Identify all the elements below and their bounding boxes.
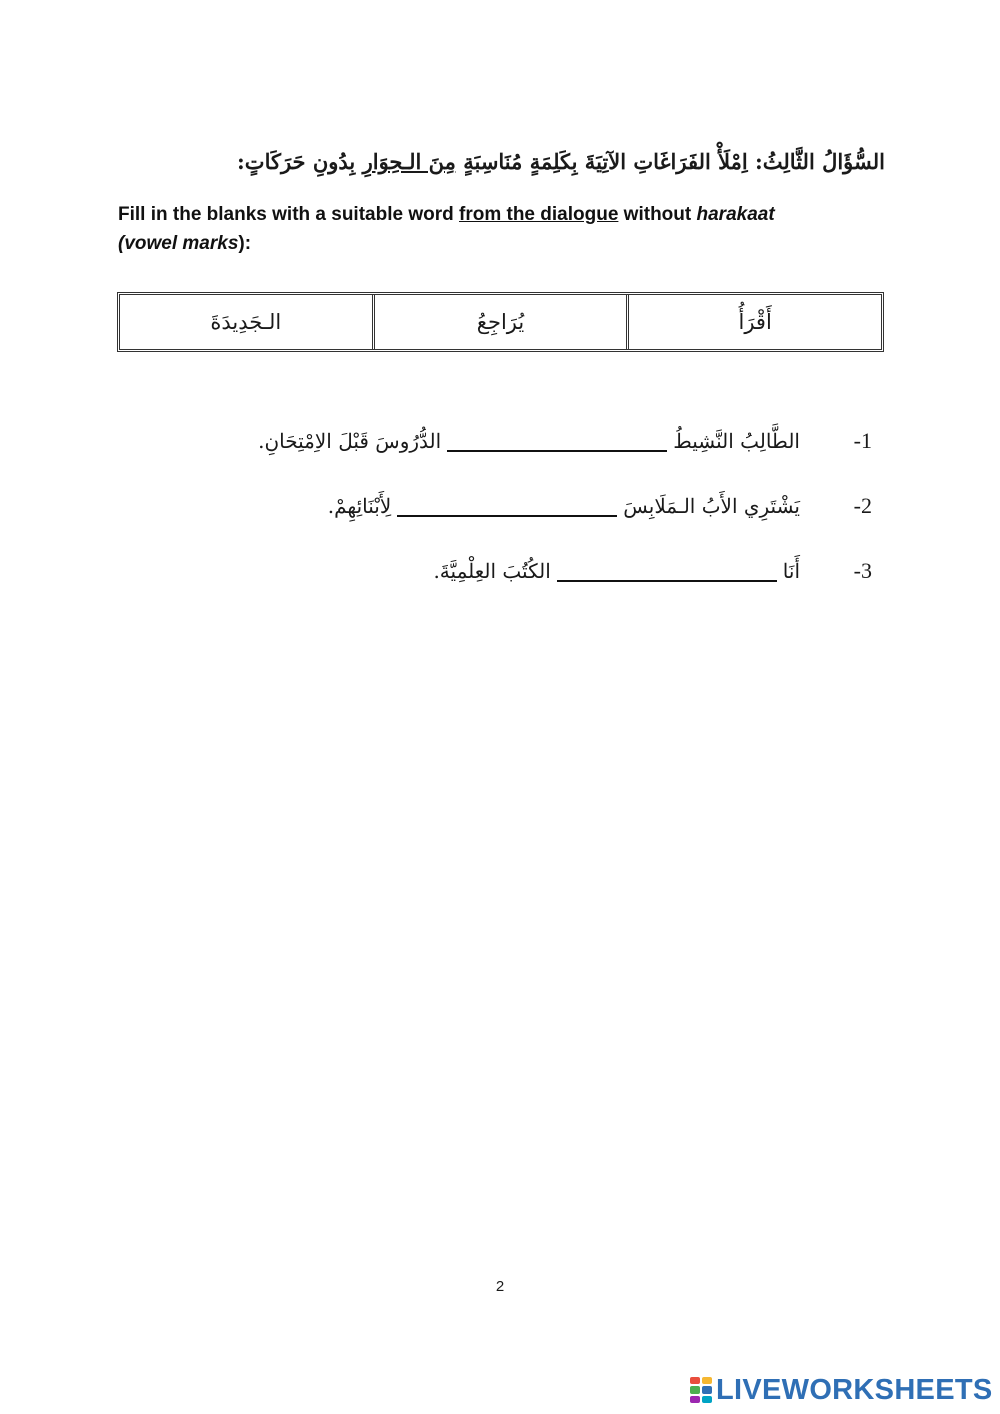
page-number: 2: [495, 1278, 505, 1295]
liveworksheets-brand: [690, 1374, 993, 1406]
question-number: -3: [853, 557, 872, 583]
answer-blank[interactable]: [557, 560, 777, 582]
sentence-before: يَشْتَرِي الأَبُ الـمَلَابِسَ: [623, 493, 800, 518]
instruction-italic: (vowel marks: [118, 233, 239, 254]
logo-block: [690, 1377, 700, 1384]
sentence-after: الكُتُبَ العِلْمِيَّةَ.: [433, 558, 551, 583]
logo-block: [690, 1386, 700, 1393]
sentence-after: لِأَبْنَائِهِمْ.: [327, 493, 392, 518]
logo-block: [690, 1396, 700, 1403]
logo-block: [702, 1386, 712, 1393]
heading-text-start: السُّؤَالُ الثَّالِثُ: اِمْلَأْ الفَرَاغَاتِ الآتِيَةَ بِكَلِمَةٍ مُنَاسِبَةٍ: [455, 149, 885, 174]
word-bank-cell: أَقْرَأُ: [626, 295, 881, 349]
question-number: -2: [853, 492, 872, 518]
instruction-underlined: from the dialogue: [459, 204, 619, 225]
heading-text-end: بِدُونِ حَرَكَاتٍ:: [237, 149, 363, 174]
instruction-text: ):: [238, 233, 252, 254]
liveworksheets-logo-icon: [690, 1377, 712, 1403]
word-bank-table: [117, 292, 884, 352]
english-instruction: [118, 200, 858, 258]
sentence-before: أَنَا: [782, 558, 800, 583]
sentence-before: الطَّالِبُ النَّشِيطُ: [673, 428, 800, 453]
instruction-text: without: [618, 204, 697, 225]
logo-block: [702, 1377, 712, 1384]
question-item: [172, 473, 872, 538]
brand-name: LIVEWORKSHEETS: [716, 1373, 993, 1406]
answer-blank[interactable]: [447, 430, 667, 452]
question-number: -1: [853, 427, 872, 453]
arabic-question-heading: [115, 140, 885, 184]
logo-block: [702, 1396, 712, 1403]
question-list: [172, 408, 872, 603]
question-item: [172, 408, 872, 473]
instruction-text: Fill in the blanks with a suitable word: [118, 204, 459, 225]
instruction-italic: harakaat: [696, 204, 775, 225]
question-item: [172, 538, 872, 603]
answer-blank[interactable]: [397, 495, 617, 517]
heading-text-underlined: مِنَ الـحِوَارِ: [362, 149, 456, 174]
sentence-after: الدُّرُوسَ قَبْلَ الاِمْتِحَانِ.: [258, 428, 442, 453]
word-bank-cell: الـجَدِيدَةَ: [210, 310, 282, 334]
word-bank-cell: يُرَاجِعُ: [372, 295, 627, 349]
